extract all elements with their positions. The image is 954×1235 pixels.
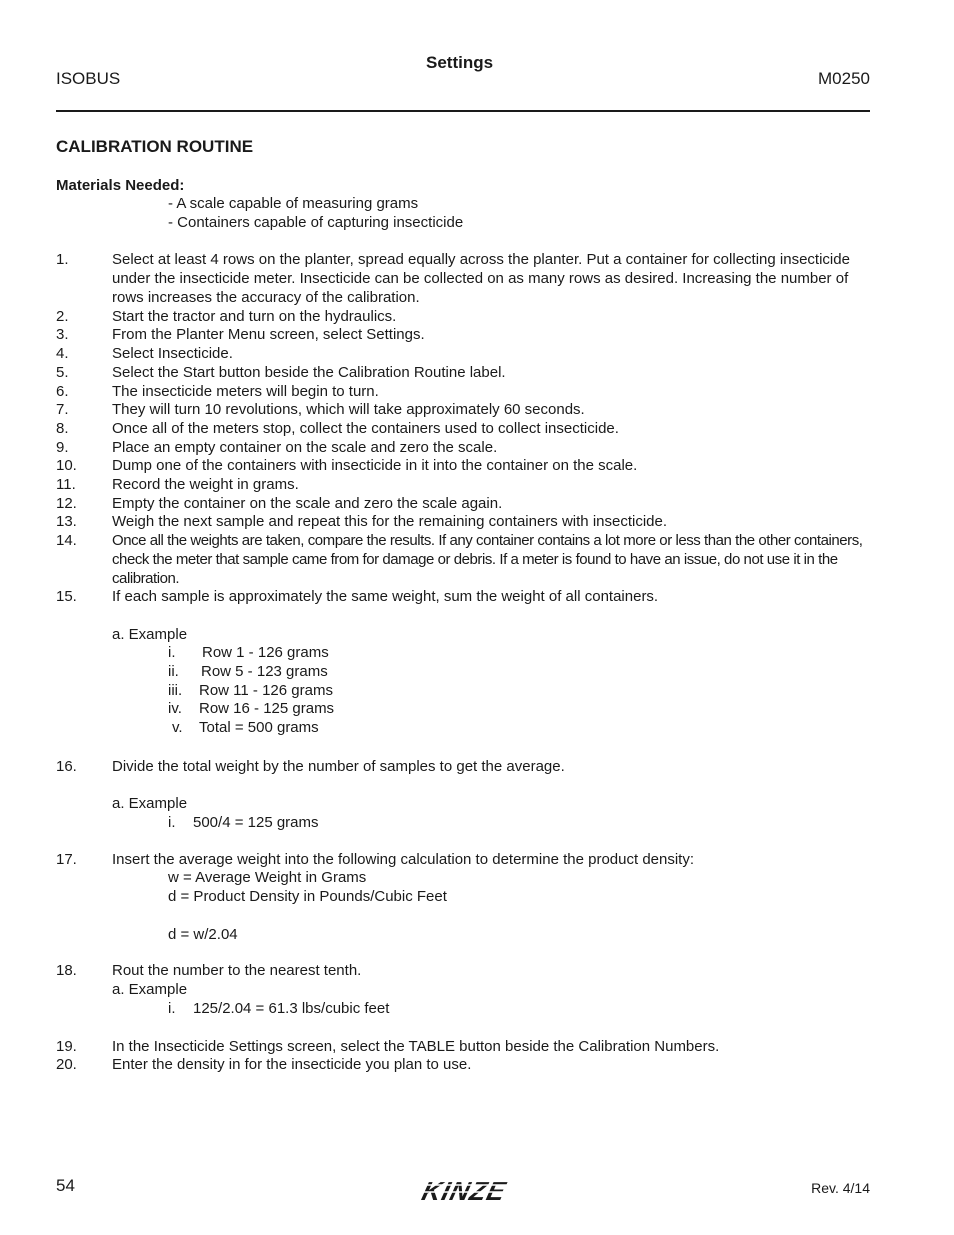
step-item (56, 495, 870, 514)
step-number: 8. (56, 420, 69, 437)
step-text: The insecticide meters will begin to turn. (112, 383, 379, 400)
step-number: 19. (56, 1038, 77, 1055)
example-item-numeral: v. (172, 719, 183, 736)
step-text: Select the Start button beside the Calibration Routine label. (112, 364, 506, 381)
step-item (56, 308, 870, 327)
step-number: 14. (56, 532, 77, 549)
step-text: From the Planter Menu screen, select Settings. (112, 326, 425, 343)
step-text: Weigh the next sample and repeat this for the remaining containers with insecticide. (112, 513, 668, 530)
step-item (56, 1056, 870, 1075)
step-number: 2. (56, 308, 69, 325)
kinze-logo (404, 1176, 524, 1206)
formula-variable-d: d = Product Density in Pounds/Cubic Feet (168, 888, 447, 905)
step-number: 9. (56, 439, 69, 456)
step-item (56, 532, 870, 588)
step-item (56, 588, 870, 607)
example-label: a. Example (112, 981, 188, 998)
example-item-numeral: i. (168, 814, 176, 831)
example-item-text: Row 11 - 126 grams (199, 682, 333, 699)
step-text: Divide the total weight by the number of samples to get the average. (112, 758, 565, 775)
materials-heading: Materials Needed: (56, 177, 185, 194)
step-text: If each sample is approximately the same weight, sum the weight of all containers. (112, 588, 659, 605)
header-section-title: Settings (426, 53, 494, 72)
step-item (56, 383, 870, 402)
example-item-text: Row 16 - 125 grams (199, 700, 335, 717)
step-item (56, 513, 870, 532)
step-number: 10. (56, 457, 77, 474)
step-text: Rout the number to the nearest tenth. (112, 962, 362, 979)
step-number: 1. (56, 251, 69, 268)
step-item (56, 962, 870, 981)
step-text: Empty the container on the scale and zero the scale again. (112, 495, 503, 512)
step-number: 6. (56, 383, 69, 400)
step-text: In the Insecticide Settings screen, select the TABLE button beside the Calibration Numbers. (112, 1038, 720, 1055)
step-item (56, 364, 870, 383)
page-title: CALIBRATION ROUTINE (56, 137, 254, 156)
example-item-numeral: ii. (168, 663, 179, 680)
example-item-numeral: iv. (168, 700, 182, 717)
step-text: They will turn 10 revolutions, which will take approximately 60 seconds. (112, 401, 585, 418)
step-number: 5. (56, 364, 69, 381)
header-divider (56, 110, 870, 112)
step-item (56, 420, 870, 439)
formula-equation: d = w/2.04 (168, 926, 238, 943)
example-label: a. Example (112, 795, 188, 812)
step-item (56, 476, 870, 495)
header-left-label: ISOBUS (56, 69, 121, 88)
step-item (56, 851, 870, 870)
svg-text:KINZE: KINZE (419, 1176, 510, 1206)
step-number: 16. (56, 758, 77, 775)
step-number: 17. (56, 851, 77, 868)
example-item-text: Row 5 - 123 grams (201, 663, 328, 680)
step-text: Insert the average weight into the following calculation to determine the product density: (112, 851, 695, 868)
step-number: 3. (56, 326, 69, 343)
step-text: Record the weight in grams. (112, 476, 299, 493)
step-item (56, 457, 870, 476)
step-number: 4. (56, 345, 69, 362)
example-label: a. Example (112, 626, 188, 643)
formula-variable-w: w = Average Weight in Grams (168, 869, 367, 886)
step-number: 13. (56, 513, 77, 530)
step-item (56, 1038, 870, 1057)
step-number: 7. (56, 401, 69, 418)
materials-item: - A scale capable of measuring grams (168, 195, 419, 212)
step-number: 20. (56, 1056, 77, 1073)
example-item-numeral: i. (168, 1000, 176, 1017)
step-text: Select Insecticide. (112, 345, 233, 362)
step-text: Once all the weights are taken, compare the results. If any container contains a lot more or less than the other containers, check the meter that sample came from for damage or debris. If a meter is found to have an issue, do not use it in the calibration. (112, 532, 863, 587)
step-text: Enter the density in for the insecticide you plan to use. (112, 1056, 472, 1073)
step-text: Start the tractor and turn on the hydraulics. (112, 308, 397, 325)
step-number: 18. (56, 962, 77, 979)
example-item-numeral: iii. (168, 682, 183, 699)
step-number: 15. (56, 588, 77, 605)
step-item (56, 439, 870, 458)
revision-label: Rev. 4/14 (811, 1180, 870, 1196)
step-number: 11. (56, 476, 76, 493)
step-item (56, 251, 870, 307)
example-item-text: Total = 500 grams (199, 719, 319, 736)
materials-item: - Containers capable of capturing insecticide (168, 214, 464, 231)
page-number: 54 (56, 1176, 75, 1195)
step-item (56, 401, 870, 420)
step-text: Dump one of the containers with insecticide in it into the container on the scale. (112, 457, 638, 474)
step-text: Place an empty container on the scale and zero the scale. (112, 439, 498, 456)
example-item-text: 500/4 = 125 grams (193, 814, 319, 831)
step-number: 12. (56, 495, 77, 512)
header-document-number: M0250 (818, 69, 870, 88)
example-item-text: 125/2.04 = 61.3 lbs/cubic feet (193, 1000, 390, 1017)
step-item (56, 326, 870, 345)
step-text: Select at least 4 rows on the planter, spread equally across the planter. Put a container for collecting insecticide under the insecticide meter. Insecticide can be collected on as many rows as desired. Increasing the number of rows increases the accuracy of the calibration. (112, 251, 850, 306)
step-item (56, 758, 870, 777)
step-item (56, 345, 870, 364)
example-item-numeral: i. (168, 644, 176, 661)
step-text: Once all of the meters stop, collect the containers used to collect insecticide. (112, 420, 619, 437)
example-item-text: Row 1 - 126 grams (202, 644, 329, 661)
